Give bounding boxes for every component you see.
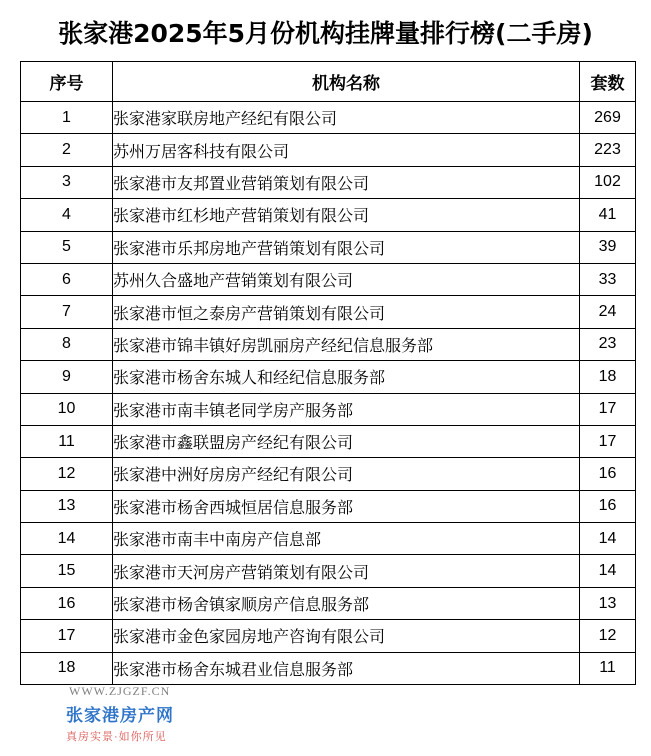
column-header-count: 套数 xyxy=(580,62,636,102)
listing-count-cell: 33 xyxy=(580,263,636,295)
agency-name-cell: 张家港市天河房产营销策划有限公司 xyxy=(113,555,580,587)
listing-count-cell: 269 xyxy=(580,102,636,134)
rank-cell: 2 xyxy=(21,134,113,166)
table-row xyxy=(21,393,636,425)
listing-count-cell: 16 xyxy=(580,458,636,490)
agency-name-cell: 张家港家联房地产经纪有限公司 xyxy=(113,102,580,134)
table-row xyxy=(21,328,636,360)
rank-cell: 9 xyxy=(21,361,113,393)
rank-cell: 18 xyxy=(21,652,113,684)
table-row xyxy=(21,296,636,328)
agency-name-cell: 张家港市锦丰镇好房凯丽房产经纪信息服务部 xyxy=(113,328,580,360)
column-header-agency-name: 机构名称 xyxy=(113,62,580,102)
rank-cell: 17 xyxy=(21,620,113,652)
agency-name-cell: 张家港市南丰中南房产信息部 xyxy=(113,523,580,555)
listing-count-cell: 13 xyxy=(580,587,636,619)
rank-cell: 5 xyxy=(21,231,113,263)
rank-cell: 13 xyxy=(21,490,113,522)
table-row xyxy=(21,620,636,652)
table-row xyxy=(21,523,636,555)
rank-cell: 11 xyxy=(21,425,113,457)
listing-count-cell: 14 xyxy=(580,523,636,555)
rank-cell: 4 xyxy=(21,199,113,231)
rank-cell: 12 xyxy=(21,458,113,490)
agency-name-cell: 张家港市恒之泰房产营销策划有限公司 xyxy=(113,296,580,328)
table-header-row xyxy=(21,62,636,102)
table-row xyxy=(21,361,636,393)
watermark-url: WWW.ZJGZF.CN xyxy=(69,684,171,698)
table-row xyxy=(21,102,636,134)
rank-cell: 10 xyxy=(21,393,113,425)
watermark-logo xyxy=(66,684,216,744)
agency-name-cell: 张家港市友邦置业营销策划有限公司 xyxy=(113,166,580,198)
rank-cell: 6 xyxy=(21,263,113,295)
rank-cell: 8 xyxy=(21,328,113,360)
page-title: 张家港2025年5月份机构挂牌量排行榜(二手房) xyxy=(58,19,593,48)
agency-name-cell: 张家港市乐邦房地产营销策划有限公司 xyxy=(113,231,580,263)
rank-cell: 1 xyxy=(21,102,113,134)
table-row xyxy=(21,458,636,490)
table-row xyxy=(21,231,636,263)
listing-count-cell: 18 xyxy=(580,361,636,393)
agency-name-cell: 张家港市杨舍东城君业信息服务部 xyxy=(113,652,580,684)
listing-count-cell: 102 xyxy=(580,166,636,198)
rank-cell: 3 xyxy=(21,166,113,198)
listing-count-cell: 11 xyxy=(580,652,636,684)
agency-name-cell: 张家港市红杉地产营销策划有限公司 xyxy=(113,199,580,231)
agency-name-cell: 张家港市鑫联盟房产经纪有限公司 xyxy=(113,425,580,457)
rank-cell: 15 xyxy=(21,555,113,587)
table-row xyxy=(21,490,636,522)
table-row xyxy=(21,134,636,166)
ranking-table xyxy=(20,61,636,685)
table-row xyxy=(21,587,636,619)
rank-cell: 14 xyxy=(21,523,113,555)
table-row xyxy=(21,652,636,684)
watermark-slogan: 真房实景·如你所见 xyxy=(66,731,167,743)
agency-name-cell: 张家港市杨舍西城恒居信息服务部 xyxy=(113,490,580,522)
table-row xyxy=(21,263,636,295)
agency-name-cell: 张家港中洲好房房产经纪有限公司 xyxy=(113,458,580,490)
agency-name-cell: 张家港市杨舍东城人和经纪信息服务部 xyxy=(113,361,580,393)
listing-count-cell: 24 xyxy=(580,296,636,328)
table-row xyxy=(21,425,636,457)
agency-name-cell: 苏州万居客科技有限公司 xyxy=(113,134,580,166)
listing-count-cell: 39 xyxy=(580,231,636,263)
listing-count-cell: 16 xyxy=(580,490,636,522)
column-header-rank: 序号 xyxy=(21,62,113,102)
rank-cell: 7 xyxy=(21,296,113,328)
listing-count-cell: 14 xyxy=(580,555,636,587)
agency-name-cell: 张家港市金色家园房地产咨询有限公司 xyxy=(113,620,580,652)
agency-name-cell: 张家港市杨舍镇家顺房产信息服务部 xyxy=(113,587,580,619)
table-row xyxy=(21,166,636,198)
listing-count-cell: 17 xyxy=(580,393,636,425)
listing-count-cell: 23 xyxy=(580,328,636,360)
agency-name-cell: 张家港市南丰镇老同学房产服务部 xyxy=(113,393,580,425)
listing-count-cell: 17 xyxy=(580,425,636,457)
table-row xyxy=(21,555,636,587)
listing-count-cell: 41 xyxy=(580,199,636,231)
table-body xyxy=(21,102,636,685)
listing-count-cell: 223 xyxy=(580,134,636,166)
table-row xyxy=(21,199,636,231)
listing-count-cell: 12 xyxy=(580,620,636,652)
agency-name-cell: 苏州久合盛地产营销策划有限公司 xyxy=(113,263,580,295)
watermark-site-name: 张家港房产网 xyxy=(66,706,174,725)
rank-cell: 16 xyxy=(21,587,113,619)
